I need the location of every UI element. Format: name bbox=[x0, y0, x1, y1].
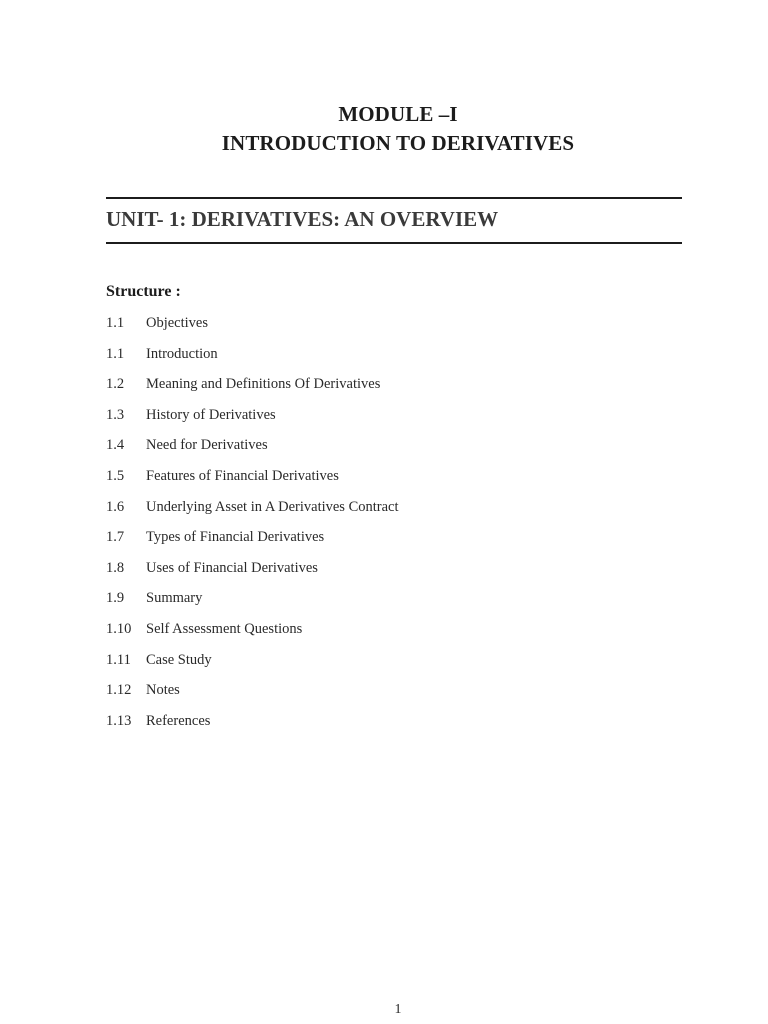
item-label: Introduction bbox=[146, 345, 218, 362]
list-item bbox=[106, 466, 399, 497]
item-label: History of Derivatives bbox=[146, 406, 276, 423]
list-item bbox=[106, 435, 399, 466]
item-number: 1.7 bbox=[106, 529, 125, 546]
item-label: Case Study bbox=[146, 651, 212, 668]
item-label: Summary bbox=[146, 590, 203, 607]
item-number: 1.8 bbox=[106, 559, 125, 576]
list-item bbox=[106, 711, 399, 742]
item-number: 1.12 bbox=[106, 682, 132, 699]
list-item bbox=[106, 650, 399, 681]
item-label: Notes bbox=[146, 682, 180, 699]
item-label: Types of Financial Derivatives bbox=[146, 529, 325, 546]
item-number: 1.10 bbox=[106, 620, 132, 637]
list-item bbox=[106, 374, 399, 405]
page-number: 1 bbox=[394, 1002, 402, 1017]
list-item bbox=[106, 344, 399, 375]
list-item bbox=[106, 588, 399, 619]
list-item bbox=[106, 558, 399, 589]
list-item bbox=[106, 619, 399, 650]
module-name: INTRODUCTION TO DERIVATIVES bbox=[221, 131, 575, 155]
list-item bbox=[106, 405, 399, 436]
unit-title: UNIT- 1: DERIVATIVES: AN OVERVIEW bbox=[106, 207, 499, 231]
item-number: 1.4 bbox=[106, 437, 125, 454]
item-label: References bbox=[146, 712, 211, 729]
item-label: Underlying Asset in A Derivatives Contract bbox=[146, 498, 399, 515]
item-label: Need for Derivatives bbox=[146, 437, 268, 454]
top-divider bbox=[106, 197, 682, 199]
module-title bbox=[14, 100, 768, 158]
item-label: Self Assessment Questions bbox=[146, 620, 303, 637]
item-number: 1.9 bbox=[106, 590, 125, 607]
item-number: 1.11 bbox=[106, 651, 131, 668]
list-item bbox=[106, 313, 399, 344]
item-number: 1.1 bbox=[106, 345, 125, 362]
bottom-divider bbox=[106, 242, 682, 244]
item-label: Objectives bbox=[146, 315, 209, 331]
item-number: 1.13 bbox=[106, 712, 132, 729]
item-number: 1.3 bbox=[106, 406, 125, 423]
item-number: 1.5 bbox=[106, 467, 125, 484]
list-item bbox=[106, 527, 399, 558]
item-label: Features of Financial Derivatives bbox=[146, 467, 339, 484]
item-number: 1.6 bbox=[106, 498, 125, 515]
list-item bbox=[106, 680, 399, 711]
module-number: MODULE –I bbox=[338, 102, 458, 126]
structure-heading: Structure : bbox=[106, 283, 181, 300]
item-number: 1.1 bbox=[106, 315, 125, 331]
list-item bbox=[106, 497, 399, 528]
item-label: Uses of Financial Derivatives bbox=[146, 559, 318, 576]
item-number: 1.2 bbox=[106, 376, 125, 393]
structure-list bbox=[106, 313, 399, 741]
item-label: Meaning and Definitions Of Derivatives bbox=[146, 376, 381, 393]
